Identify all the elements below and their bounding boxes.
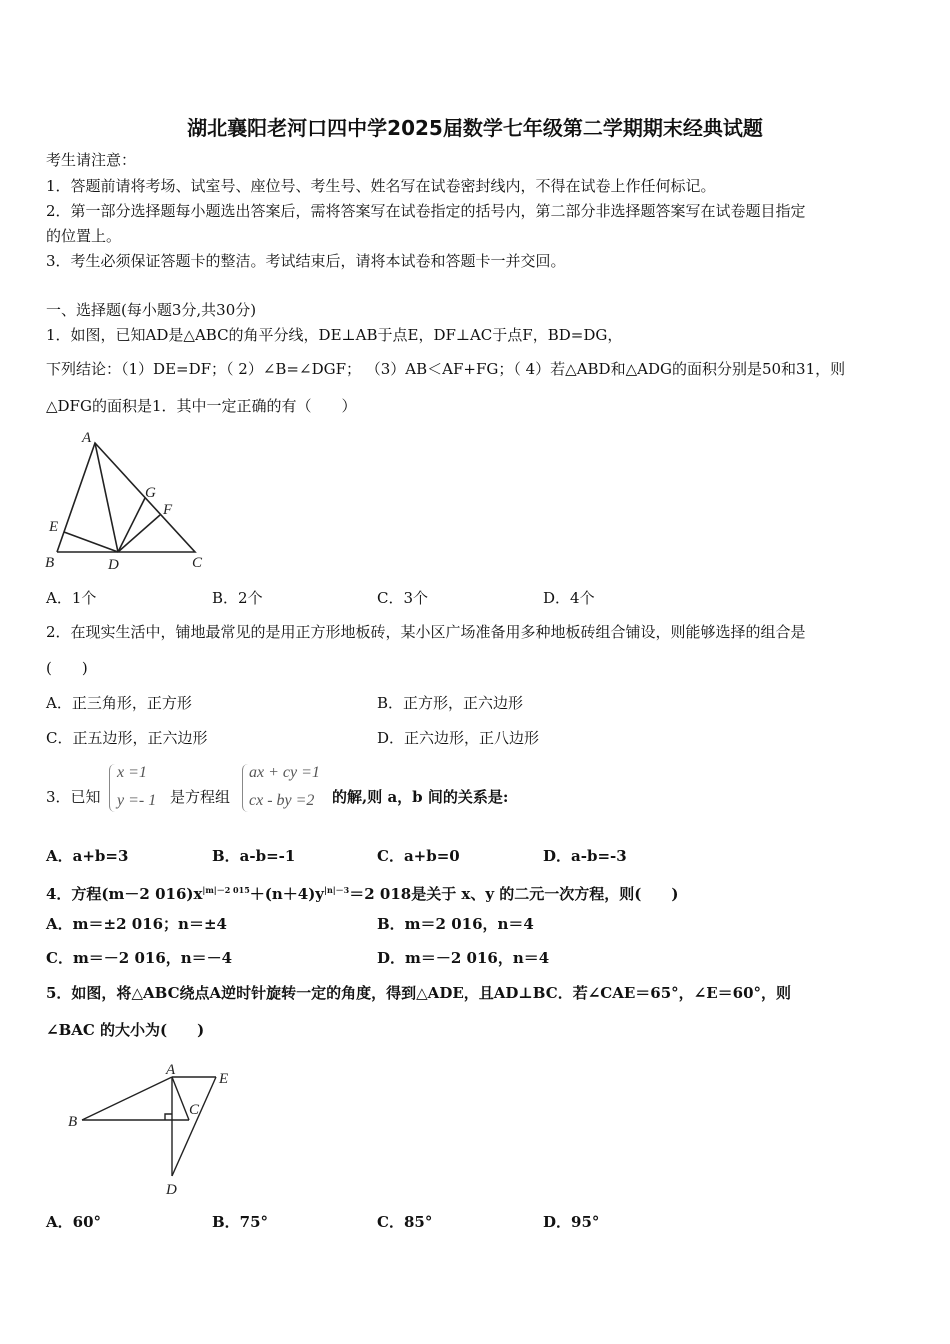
- label-a: A: [166, 1062, 176, 1078]
- notice-item: 3．考生必须保证答题卡的整洁。考试结束后，请将本试卷和答题卡一并交回。: [46, 252, 566, 270]
- q4-exponent: |m|－2 015: [202, 885, 250, 895]
- q3-sys1-line: y =- 1: [117, 792, 157, 809]
- q4-part: ＋(n＋4)y: [249, 885, 325, 903]
- q3-sys2-line: ax + cy =1: [249, 764, 320, 781]
- q4-text: [46, 880, 679, 904]
- q5-option-c[interactable]: C．85°: [377, 1213, 433, 1231]
- q2-option-c[interactable]: C．正五边形，正六边形: [46, 729, 208, 747]
- label-c: C: [189, 1102, 200, 1118]
- notice-item: 1．答题前请将考场、试室号、座位号、考生号、姓名写在试卷密封线内，不得在试卷上作任何标记。: [46, 177, 716, 195]
- q2-text: 2．在现实生活中，铺地最常见的是用正方形地板砖，某小区广场准备用多种地板砖组合铺设，则能够选择的组合是: [46, 623, 806, 641]
- q4-exponent: |n|－3: [324, 885, 350, 895]
- q4-option-d[interactable]: D．m＝－2 016，n＝4: [377, 949, 550, 967]
- q2-option-d[interactable]: D．正六边形，正八边形: [377, 729, 540, 747]
- page-title: 湖北襄阳老河口四中学2025届数学七年级第二学期期末经典试题: [187, 116, 763, 140]
- q5-option-a[interactable]: A．60°: [46, 1213, 102, 1231]
- q3-sys2-line: cx - by =2: [249, 792, 315, 809]
- q4-option-c[interactable]: C．m＝－2 016，n＝－4: [46, 949, 233, 967]
- q5-option-b[interactable]: B．75°: [212, 1213, 269, 1231]
- q1-option-d[interactable]: D．4个: [543, 589, 595, 607]
- q1-option-a[interactable]: A．1个: [46, 589, 97, 607]
- q5-text: 5．如图，将△ABC绕点A逆时针旋转一定的角度，得到△ADE，且AD⊥BC．若∠CAE＝65°，∠E＝60°，则: [46, 984, 792, 1002]
- q4-part: ＝2 018是关于 x、y 的二元一次方程，则( ): [349, 885, 679, 903]
- q3-suffix: 的解,则 a，b 间的关系是:: [332, 788, 509, 806]
- q3-option-a[interactable]: A．a+b=3: [46, 847, 129, 865]
- label-a: A: [82, 430, 92, 446]
- label-d: D: [108, 557, 119, 573]
- q4-part: 4．方程(m－2 016)x: [46, 885, 203, 903]
- q2-option-a[interactable]: A．正三角形，正方形: [46, 694, 192, 712]
- q5-text: ∠BAC 的大小为( ): [46, 1021, 205, 1039]
- q1-option-b[interactable]: B．2个: [212, 589, 263, 607]
- q3-prefix: 3．已知: [46, 788, 101, 806]
- q2-option-b[interactable]: B．正方形，正六边形: [377, 694, 524, 712]
- q5-option-d[interactable]: D．95°: [543, 1213, 600, 1231]
- label-e: E: [219, 1071, 229, 1087]
- q1-text: 1．如图，已知AD是△ABC的角平分线，DE⊥AB于点E，DF⊥AC于点F，BD=DG，: [46, 326, 623, 344]
- label-c: C: [192, 555, 203, 571]
- section-heading: 一、选择题(每小题3分,共30分): [46, 301, 257, 319]
- notice-item: 2．第一部分选择题每小题选出答案后，需将答案写在试卷指定的括号内，第二部分非选择题答案写在试卷题目指定: [46, 202, 806, 220]
- label-f: F: [163, 502, 173, 518]
- label-b: B: [45, 555, 55, 571]
- q4-option-a[interactable]: A．m＝±2 016；n＝±4: [46, 915, 227, 933]
- label-g: G: [145, 485, 156, 501]
- label-e: E: [49, 519, 59, 535]
- label-d: D: [166, 1182, 177, 1198]
- notice-item: 的位置上。: [46, 227, 122, 245]
- q3-option-c[interactable]: C．a+b=0: [377, 847, 460, 865]
- q1-option-c[interactable]: C．3个: [377, 589, 429, 607]
- q1-text: 下列结论：（1）DE=DF；（ 2）∠B=∠DGF； （3）AB＜AF+FG；（ 4）若△ABD和△ADG的面积分别是50和31，则: [46, 360, 846, 378]
- q3-option-d[interactable]: D．a-b=-3: [543, 847, 627, 865]
- label-b: B: [68, 1114, 78, 1130]
- q2-text: ( ): [46, 659, 88, 677]
- q3-mid: 是方程组: [170, 788, 231, 806]
- q1-text: △DFG的面积是1．其中一定正确的有（ ）: [46, 397, 357, 415]
- notice-heading: 考生请注意：: [46, 151, 137, 169]
- q5-rotation-figure: [0, 1040, 260, 1210]
- q3-sys1-line: x =1: [117, 764, 147, 781]
- q3-option-b[interactable]: B．a-b=-1: [212, 847, 296, 865]
- q3-brace: [109, 764, 116, 812]
- q3-brace: [242, 764, 249, 812]
- q1-triangle-figure: [0, 0, 250, 580]
- q4-option-b[interactable]: B．m＝2 016，n＝4: [377, 915, 534, 933]
